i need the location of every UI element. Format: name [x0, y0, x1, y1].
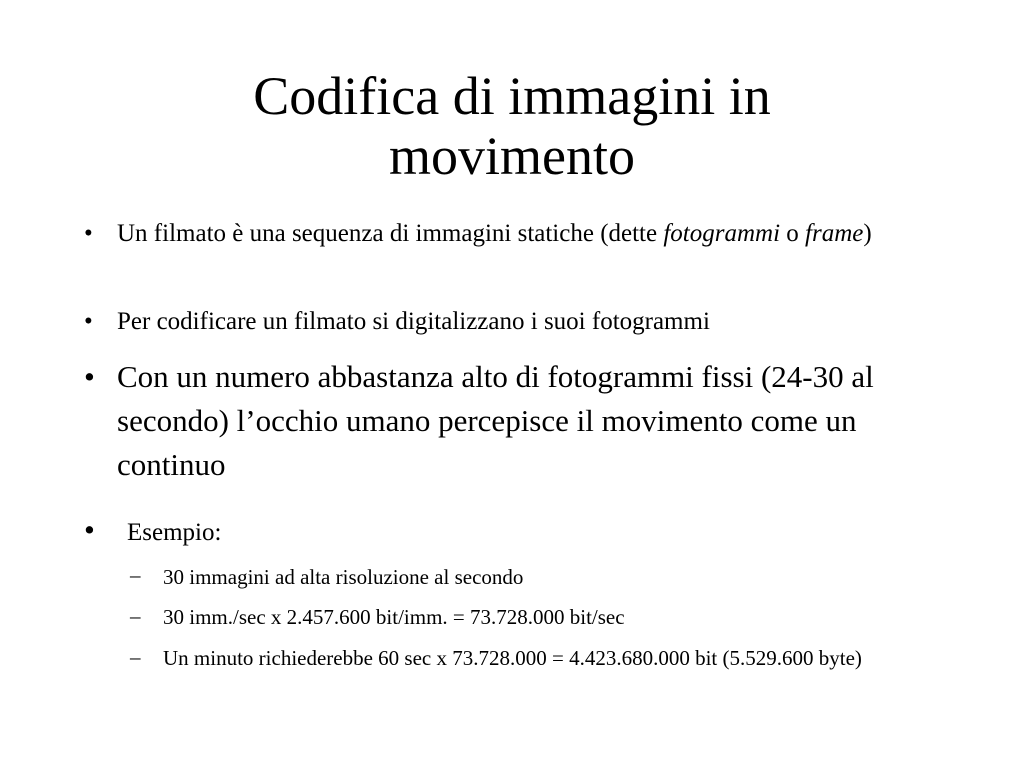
bullet-icon: • [84, 359, 95, 394]
bullet-text: Esempio: [127, 519, 222, 546]
dash-icon: – [130, 645, 141, 669]
bullet-text: Con un numero abbastanza alto di fotogrammi fissi (24-30 al secondo) l’occhio umano percepisce il movimento come un continuo [117, 359, 874, 482]
slide-title-line-2: movimento [389, 126, 635, 186]
bullet-text-italic: frame [805, 220, 864, 247]
bullet-icon: • [84, 220, 93, 247]
bullet-text-part: o [780, 220, 806, 247]
bullet-text-part: ) [863, 220, 872, 247]
bullet-text [117, 217, 897, 251]
sub-bullet-text: 30 imm./sec x 2.457.600 bit/imm. = 73.728.000 bit/sec [163, 605, 625, 629]
dash-icon: – [130, 604, 141, 628]
sub-bullet-text: Un minuto richiederebbe 60 sec x 73.728.000 = 4.423.680.000 bit (5.529.600 byte) [163, 646, 862, 670]
slide-title-line-1: Codifica di immagini in [253, 66, 771, 126]
bullet-text-part: Un filmato è una sequenza di immagini statiche (dette [117, 220, 664, 247]
sub-bullet-text: 30 immagini ad alta risoluzione al secondo [163, 565, 524, 589]
bullet-text-italic: fotogrammi [663, 220, 781, 247]
bullet-text: Per codificare un filmato si digitalizzano i suoi fotogrammi [117, 308, 710, 335]
dash-icon: – [130, 563, 141, 587]
bullet-icon: • [84, 308, 93, 335]
bullet-icon: • [84, 512, 95, 547]
